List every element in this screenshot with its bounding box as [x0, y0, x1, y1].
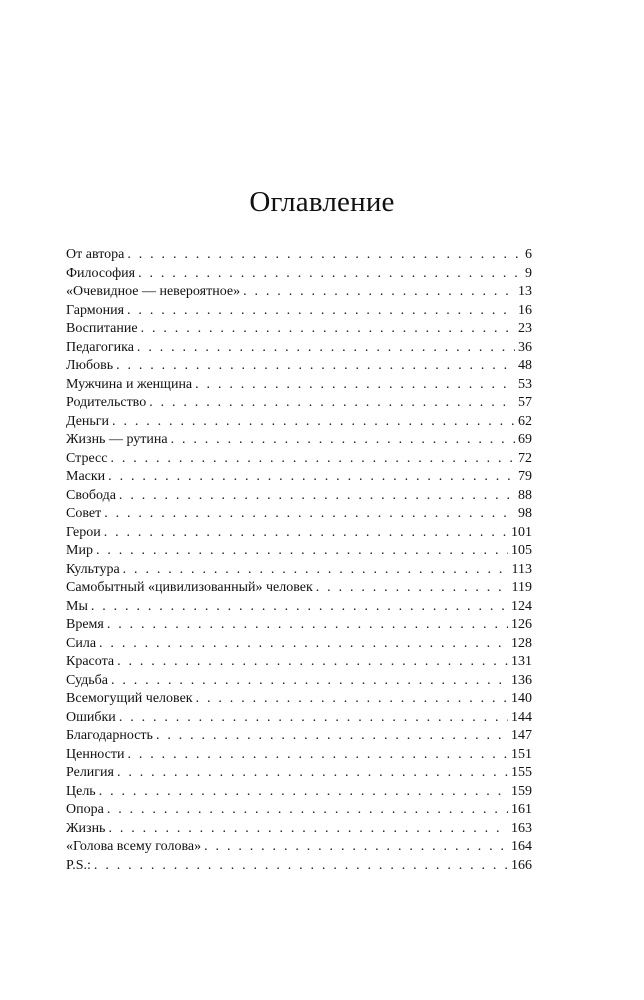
toc-entry-title: Воспитание [66, 321, 138, 336]
toc-entry-page: 6 [525, 247, 532, 262]
toc-entry [66, 561, 532, 580]
toc-entry-page: 62 [518, 413, 532, 429]
toc-entry-title: Гармония [66, 302, 125, 318]
toc-entry-title: Ценности [66, 746, 125, 762]
toc-entry [66, 339, 532, 358]
toc-entry-page: 161 [511, 802, 532, 817]
toc-entry-page: 53 [518, 376, 532, 392]
dot-leader [196, 690, 508, 709]
toc-entry [66, 783, 532, 802]
dot-leader [117, 764, 508, 783]
toc-entry-page: 163 [511, 820, 532, 836]
toc-entry-title: Свобода [66, 487, 116, 503]
toc-entry-page: 36 [518, 339, 532, 355]
toc-entry [66, 653, 532, 672]
toc-entry-page: 159 [511, 783, 532, 799]
toc-entry-page: 164 [511, 839, 532, 854]
toc-entry [66, 690, 532, 709]
toc-entry-title: Ошибки [66, 709, 116, 725]
dot-leader [119, 709, 508, 728]
toc-entry [66, 468, 532, 487]
dot-leader [116, 357, 515, 376]
toc-entry-title: Благодарность [66, 728, 153, 743]
toc-entry-page: 140 [511, 691, 532, 706]
toc-entry [66, 801, 532, 820]
toc-entry-page: 16 [518, 302, 532, 318]
toc-entry-page: 147 [511, 728, 532, 743]
dot-leader [108, 468, 515, 487]
dot-leader [107, 801, 508, 820]
dot-leader [123, 561, 509, 580]
toc-entry [66, 672, 532, 691]
toc-entry [66, 616, 532, 635]
toc-entry [66, 635, 532, 654]
dot-leader [117, 653, 508, 672]
toc-entry [66, 838, 532, 857]
toc-entry-title: Совет [66, 506, 102, 521]
toc-entry-title: Философия [66, 265, 136, 281]
toc-entry [66, 394, 532, 413]
toc-entry-title: Родительство [66, 395, 147, 410]
toc-entry-page: 155 [511, 765, 532, 780]
toc-entry-page: 124 [511, 598, 532, 614]
toc-entry [66, 431, 532, 450]
toc-entry-title: «Очевидное — невероятное» [66, 284, 241, 299]
dot-leader [137, 339, 515, 358]
toc-entry [66, 542, 532, 561]
toc-entry [66, 746, 532, 765]
dot-leader [99, 783, 508, 802]
page-title: Оглавление [249, 186, 395, 218]
toc-entry-page: 98 [518, 506, 532, 521]
toc-entry-title: Опора [66, 802, 104, 817]
toc-entry [66, 376, 532, 395]
toc-entry [66, 524, 532, 543]
toc-entry [66, 727, 532, 746]
toc-entry-page: 72 [518, 450, 532, 466]
dot-leader [111, 672, 508, 691]
toc-entry [66, 320, 532, 339]
toc-entry [66, 857, 532, 876]
toc-entry-title: Сила [66, 635, 97, 651]
dot-leader [91, 598, 508, 617]
toc-entry-title: Деньги [66, 413, 110, 429]
toc-entry-page: 119 [511, 580, 532, 595]
toc-entry-page: 105 [511, 543, 532, 558]
toc-entry-page: 13 [518, 284, 532, 299]
toc-entry-title: Судьба [66, 672, 108, 688]
toc-entry [66, 283, 532, 302]
toc-entry-title: «Голова всему голова» [66, 839, 202, 854]
dot-leader [204, 838, 508, 857]
toc-entry-title: Культура [66, 561, 120, 577]
toc-entry-title: Мир [66, 543, 93, 558]
toc-entry [66, 487, 532, 506]
dot-leader [107, 616, 508, 635]
dot-leader [243, 283, 515, 302]
dot-leader [149, 394, 515, 413]
toc-entry [66, 598, 532, 617]
toc-entry-page: 126 [511, 617, 532, 632]
toc-entry-page: 144 [511, 709, 532, 725]
toc-entry-page: 101 [511, 524, 532, 540]
toc-entry-title: Жизнь — рутина [66, 432, 168, 447]
table-of-contents [66, 246, 532, 875]
toc-entry [66, 265, 532, 284]
toc-entry-page: 128 [511, 635, 532, 651]
dot-leader [195, 376, 515, 395]
dot-leader [156, 727, 508, 746]
toc-entry-title: P.S.: [66, 857, 91, 873]
toc-entry-title: Самобытный «цивилизованный» человек [66, 580, 313, 595]
toc-entry-page: 69 [518, 432, 532, 447]
toc-entry-title: Любовь [66, 358, 114, 373]
toc-entry [66, 246, 532, 265]
toc-entry-page: 113 [511, 561, 532, 577]
toc-entry [66, 820, 532, 839]
toc-entry-title: Красота [66, 654, 115, 669]
dot-leader [94, 857, 508, 876]
dot-leader [112, 413, 515, 432]
dot-leader [104, 505, 515, 524]
dot-leader [104, 524, 508, 543]
dot-leader [99, 635, 508, 654]
toc-entry-title: Религия [66, 765, 114, 780]
toc-entry [66, 709, 532, 728]
dot-leader [127, 302, 515, 321]
toc-entry-page: 151 [511, 746, 532, 762]
toc-entry-title: Всемогущий человек [66, 691, 193, 706]
toc-entry-page: 57 [518, 395, 532, 410]
dot-leader [171, 431, 515, 450]
toc-entry [66, 450, 532, 469]
dot-leader [108, 820, 508, 839]
toc-entry-title: Время [66, 617, 104, 632]
toc-entry [66, 579, 532, 598]
toc-entry-title: Мужчина и женщина [66, 376, 193, 392]
dot-leader [138, 265, 522, 284]
toc-entry-page: 136 [511, 672, 532, 688]
dot-leader [127, 246, 522, 265]
toc-entry [66, 357, 532, 376]
toc-entry [66, 413, 532, 432]
toc-entry-title: Жизнь [66, 820, 106, 836]
toc-entry [66, 764, 532, 783]
toc-entry-title: Педагогика [66, 339, 134, 355]
toc-entry-title: Мы [66, 598, 88, 614]
toc-entry [66, 302, 532, 321]
toc-entry-page: 23 [518, 321, 532, 336]
toc-entry-page: 88 [518, 487, 532, 503]
toc-entry-page: 166 [511, 857, 532, 873]
toc-entry-page: 9 [525, 265, 532, 281]
dot-leader [141, 320, 515, 339]
toc-entry-title: Герои [66, 524, 101, 540]
toc-entry-title: Стресс [66, 450, 108, 466]
toc-entry [66, 505, 532, 524]
toc-entry-title: От автора [66, 247, 125, 262]
toc-entry-page: 79 [518, 469, 532, 484]
toc-entry-page: 48 [518, 358, 532, 373]
dot-leader [110, 450, 515, 469]
toc-entry-page: 131 [511, 654, 532, 669]
dot-leader [316, 579, 509, 598]
toc-entry-title: Маски [66, 469, 106, 484]
dot-leader [96, 542, 508, 561]
toc-entry-title: Цель [66, 783, 96, 799]
dot-leader [127, 746, 508, 765]
dot-leader [119, 487, 515, 506]
